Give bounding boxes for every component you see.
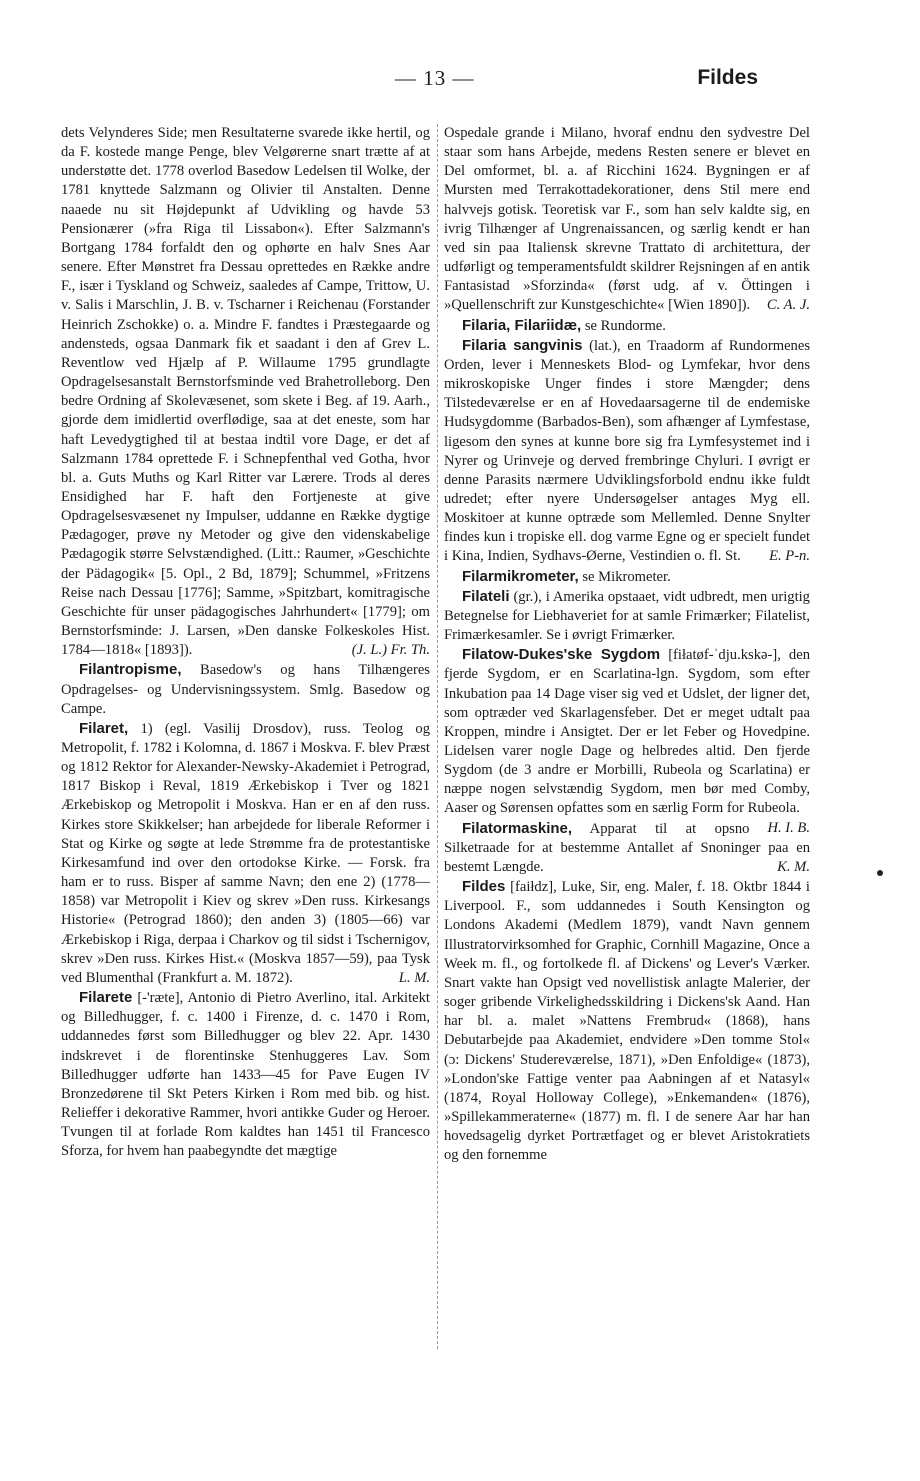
- author-signature: (J. L.) Fr. Th.: [351, 642, 430, 659]
- headword: Filateli: [462, 587, 510, 605]
- entry-filaret: Filaret, 1) (egl. Vasilij Drosdov), russ. Teolog og Metropolit, f. 1782 i Kolomna, d. 1867 i Moskva. F. blev Præst og 1812 Rektor for Alexander-Newsky-Akademiet i Petrograd, 1817 Biskop i Reval, 1819 Ærkebiskop i Tver og 1821 Ærkebiskop og Metropolit i Moskva. Han er en af den russ. Kirkes store Skikkelser; han arbejdede for liberale Reformer i Stat og Kirke og søgte at lede Strømme fra de protestantiske Kirkesamfund ind over den ortodokse Kirke. — Forsk. fra ham er to russ. Bisper af samme Navn; den ene 2) (1778—1858) var Metropolit i Kiev og skrev »Den russ. Kirkesangs Historie« (Petrograd 1860); den anden 3) (1805—66) var Ærkebiskop i Riga, derpaa i Charkov og til sidst i Tschernigov, skrev »Den russ. Kirkes Hist.« (Moskva 1857—59), paa Tysk ved Blumenthal (Frankfurt a. M. 1872). L. M.: [61, 719, 430, 988]
- entry-filaria: Filaria, Filariidæ, se Rundorme.: [462, 316, 666, 334]
- headword: Filaria, Filariidæ,: [462, 316, 582, 334]
- author-signature: C. A. J.: [766, 297, 810, 314]
- headword: Filarmikrometer,: [462, 567, 579, 585]
- entry-filateli: Filateli (gr.), i Amerika opstaaet, vidt udbredt, men urigtig Betegnelse for Liebhaveriet for at samle Frimærker; Filatelist, Frimærkesamler. Se i øvrigt Frimærker.: [444, 587, 810, 644]
- entry-filaria-sangvinis: Filaria sangvinis (lat.), en Traadorm af Rundormenes Orden, lever i Menneskets Blod- og Lymfekar, hvor dens mikroskopiske Unger findes i store Mængder; dens Tilstedeværelse er en af Hovedaarsagerne til de endemiske Hudsygdomme (Barbados-Ben), som afhænger af Lymfestase, ligesom den synes at kunne bore sig fra Lymfesystemet ind i Nyrer og Urinveje og derved frembringe Chyluri. I øvrigt er denne Parasits nærmere Udviklingsforbold endnu ikke fuldt udredet; efter nyere Undersøgelser antages Myg ell. Moskitoer at kunne optræde som Mellemled. Denne Snylter findes kun i tropiske ell. dog varme Egne og er specielt fundet i Kina, Indien, Sydhavs-Øerne, Vestindien o. fl. St. E. P-n.: [444, 336, 810, 567]
- headword: Filatormaskine,: [462, 819, 573, 837]
- entry-fildes: Fildes [faiłdz], Luke, Sir, eng. Maler, f. 18. Oktbr 1844 i Liverpool. F., som uddannedes i South Kensington og Londons Akademi (Medlem 1879), vandt Navn gennem Illustratorvirksomhed for Graphic, Cornhill Magazine, Once a Week m. fl., og fortolkede fl. af Dickens' og Lever's Værker. Snart vakte han Opsigt ved novellistisk anlagte Malerier, der soger gribende Virkelighedsskildring i Dickens'sk Aand. Han har bl. a. malet »Nattens Frembrud« (1868), hans Debutarbejde paa Akademiet, endvidere »Den tomme Stol« (ɔ: Dickens' Studereværelse, 1871), »Den Enfoldige« (1873), »London'ske Fattige venter paa Aabningen af et Natasyl« (1874, Royal Holloway College), »Enkemanden« (1876), »Spillekammeraterne« (1877) m. fl. I de senere Aar har han hovedsagelig dyrket Portrætfaget og er blevet Aristokratiets og den fornemme: [444, 878, 810, 1164]
- entry-filatormaskine: Filatormaskine, Apparat til at opsno Silketraade for at bestemme Antallet af Snoninger paa en bestemt Længde. K. M.: [444, 819, 810, 877]
- headword: Fildes: [462, 878, 506, 896]
- headword: Filaret,: [79, 719, 129, 737]
- headword: Filarete: [79, 989, 133, 1007]
- left-column: [61, 124, 430, 1161]
- entry-continuation: Ospedale grande i Milano, hvoraf endnu den sydvestre Del staar som hans Arbejde, medens Resten senere er blevet en Del omformet, bl. a. af Ricchini 1624. Bygningen er af Mursten med Terrakottadekorationer, dens Stil mere end halvvejs gotisk. Teoretisk var F., som han selv kaldte sig, en ivrig Tilhænger af Ungrenaissancen, og særlig kendt er han ved sin paa Italiensk skrevne Trattato di architettura, der udførligt og temperamentsfuldt skildrer Rejsningen af en antik Fantasistad »Sforzinda« (først udg. af v. Öttingen i »Quellenschrift zur Kunstgeschichte« [Wien 1890]). C. A. J.: [444, 124, 810, 316]
- author-signature: E. P-n.: [769, 548, 810, 565]
- author-signature: K. M.: [777, 858, 810, 875]
- entry-filarete: Filarete [-'ræte], Antonio di Pietro Averlino, ital. Arkitekt og Billedhugger, f. c. 1400 i Firenze, d. c. 1470 i Rom, uddannedes først som Billedhugger og blev 22. Apr. 1430 indskrevet i de florentinske Stenhuggeres Lav. Som Billedhugger udførte han 1433—45 for Pave Eugen IV Bronzedørene til Skt Peters Kirken i Rom med bib. og hist. Relieffer i dekorative Rammer, hvori antikke Guder og Heroer. Tvungen til at forlade Rom kaldtes han 1451 til Francesco Sforza, for hvem han paabegyndte det mægtige: [61, 989, 430, 1160]
- headword: Filaria sangvinis: [462, 336, 583, 354]
- page-number: — 13 —: [395, 66, 475, 90]
- page-header: [0, 66, 920, 96]
- author-signature: H. I. B.: [767, 819, 810, 836]
- margin-dot: [877, 870, 883, 876]
- entry-continuation: dets Velynderes Side; men Resultaterne svarede ikke hertil, og da F. kostede mange Penge, blev Velgørerne snart trætte af at understøtte det. 1778 overlod Basedow Ledelsen til Wolke, der 1781 knyttede Salzmann og Olivier til Anstalten. Denne naaede nu sit Højdepunkt af Udvikling og havde 53 Pensionærer (»fra Riga til Lissabon«). Efter Salzmann's Bortgang 1784 forfaldt den og ophørte en halv Snes Aar senere. Efter Mønstret fra Dessau oprettedes en Række andre F., især i Tyskland og Schweiz, saaledes af Campe, Trittow, U. v. Salis i Marschlin, J. B. v. Tscharner i Reichenau (Forstander Heinrich Zschokke) o. a. Mindre F. fandtes i Præstegaarde og andensteds, ogsaa Danmark fik et saadant i den af Grev L. Reventlow ved Hjælp af P. Willaume 1795 grundlagte Opdragelsesanstalt Bernstorfsminde ved Brahetrolleborg. Den bedre Ordning af Skolevæsenet, som skete i Beg. af 19. Aarh., gjorde dem imidlertid overflødige, saa at det eneste, som har haft Levedygtighed til at bestaa indtil vore Dage, er det af Salzmann 1784 oprettede F. i Schnepfenthal ved Gotha, hvor bl. a. Guts Muths og Karl Ritter var Lærere. Trods al deres Ensidighed har F. haft den Fortjeneste at give Opdragelsesvæsenet ny Impulser, uddanne en Række dygtige Pædagoger, prøve ny Metoder og give den videnskabelige Pædagogik større Selvstændighed. (Litt.: Raumer, »Geschichte der Pädagogik« [5. Opl., 2 Bd, 1879]; Schummel, »Fritzens Reise nach Dessau [1776]; Samme, »Spitzbart, komitragische Geschichte für unser pädagogisches Jahrhundert« [1779]; om Bernstorfsminde: J. Larsen, »Den danske Folkeskoles Hist. 1784—1818« [1893]). (J. L.) Fr. Th.: [61, 124, 430, 660]
- entry-filatow-dukes: Filatow-Dukes'ske Sygdom [fiłatøf-ˈdju.kskə-], den fjerde Sygdom, er en Scarlatina-lgn. Sygdom, som efter Inkubation paa 14 Dage viser sig ved et Udslet, der ligner det, som optræder ved Skarlagensfeber. Det er meget udtalt paa Kroppen, mindre i Ansigtet. Der er let Feber og Hovedpine. Lidelsen varer nogle Dage og helbredes altid. Den fjerde Sygdom (de 3 andre er Morbilli, Rubeola og Scarlatina) er næppe nogen selvstændig Sygdom, men bør med Comby, Aaser og Sørensen opfattes som en særlig Form for Rubeola. H. I. B.: [444, 645, 810, 818]
- right-column: [444, 124, 810, 1165]
- entry-filantropisme: Filantropisme, Basedow's og hans Tilhængeres Opdragelses- og Undervisningssystem. Smlg. Basedow og Campe.: [61, 661, 430, 717]
- running-head: Fildes: [697, 66, 758, 89]
- headword: Filatow-Dukes'ske Sygdom: [462, 646, 661, 664]
- entry-filarmikrometer: Filarmikrometer, se Mikrometer.: [462, 567, 671, 585]
- headword: Filantropisme,: [79, 661, 182, 679]
- column-divider: [437, 124, 438, 1349]
- author-signature: L. M.: [398, 969, 430, 986]
